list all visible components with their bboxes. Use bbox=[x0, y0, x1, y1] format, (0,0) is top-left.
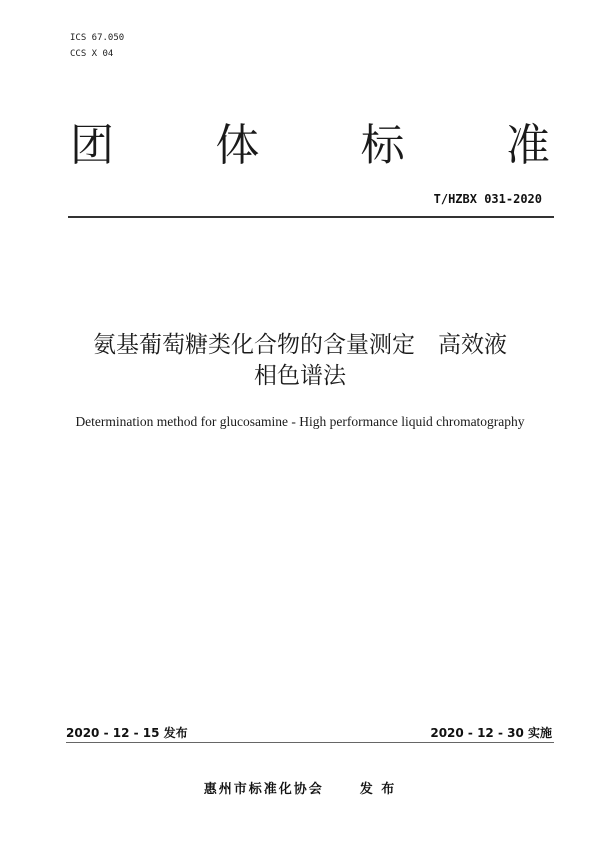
issue-date: 2020 - 12 - 15 发布 bbox=[66, 726, 188, 740]
ics-code: ICS 67.050 bbox=[70, 33, 125, 43]
english-title: Determination method for glucosamine - High performance liquid chromatography bbox=[75, 414, 525, 429]
document-type-heading bbox=[70, 120, 550, 172]
doc-type-char: 准 bbox=[505, 120, 550, 171]
chinese-title bbox=[60, 330, 540, 392]
classification-codes bbox=[70, 30, 124, 62]
doc-type-char: 体 bbox=[215, 120, 260, 171]
implementation-date: 2020 - 12 - 30 实施 bbox=[430, 726, 552, 740]
chinese-title-line-1: 氨基葡萄糖类化合物的含量测定 高效液 bbox=[93, 332, 507, 358]
publisher-name: 惠州市标准化协会 bbox=[203, 782, 324, 797]
doc-type-char: 团 bbox=[70, 120, 114, 171]
chinese-title-line-2: 相色谱法 bbox=[254, 363, 346, 389]
ccs-code: CCS X 04 bbox=[70, 49, 114, 59]
header-divider bbox=[68, 216, 554, 218]
doc-type-char: 标 bbox=[360, 120, 405, 171]
publisher-action: 发 布 bbox=[359, 782, 397, 797]
publisher-line bbox=[0, 778, 600, 797]
footer-divider bbox=[66, 742, 554, 743]
standard-number: T/HZBX 031-2020 bbox=[433, 192, 542, 206]
